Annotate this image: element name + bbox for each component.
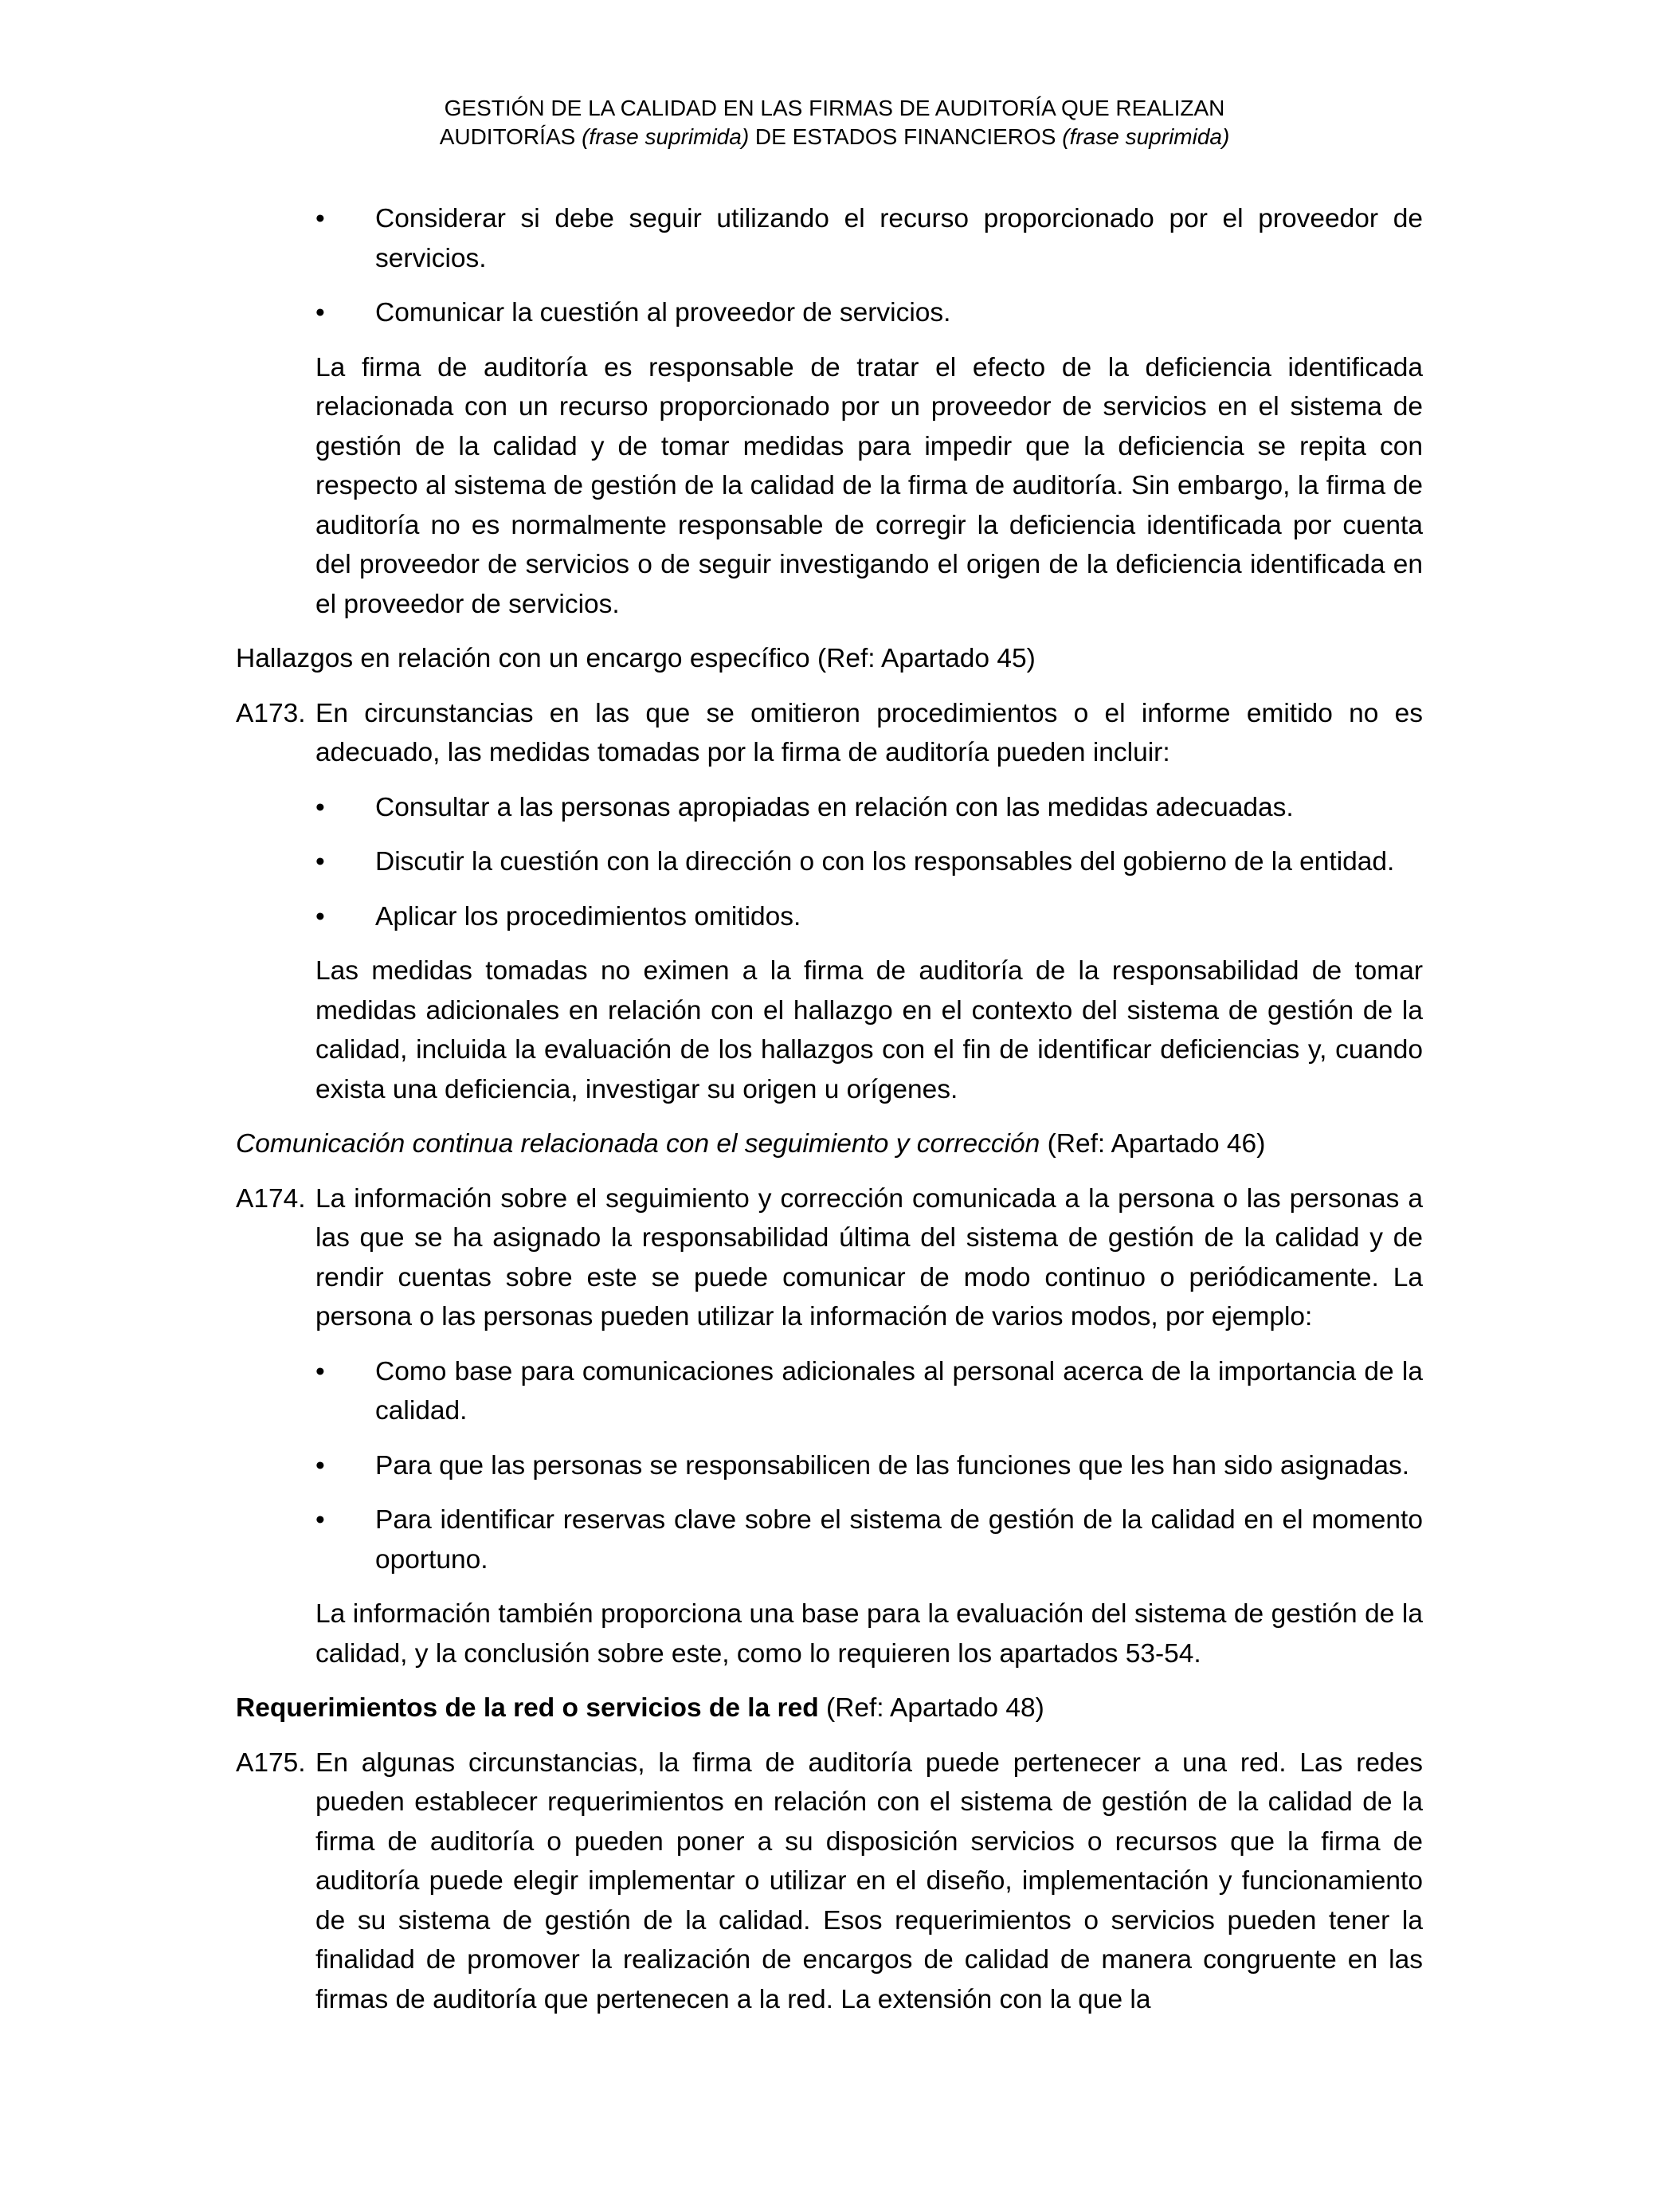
paragraph-number-a175: A175.: [236, 1747, 306, 1778]
section-heading-requerimientos-red-ref: (Ref: Apartado 48): [818, 1693, 1044, 1723]
section-heading-comunicacion: [236, 1124, 1423, 1164]
paragraph-a174: [236, 1179, 1423, 1337]
intro-paragraph: La firma de auditoría es responsable de tratar el efecto de la deficiencia identificada relacionada con un recurso proporcionado por un proveedor de servicios en el sistema de gestión de la calidad y de tomar medidas para impedir que la deficiencia se repita con respecto al sistema de gestión de la calidad de la firma de auditoría. Sin embargo, la firma de auditoría no es normalmente responsable de corregir la deficiencia identificada por cuenta del proveedor de servicios o de seguir investigando el origen de la deficiencia identificada en el proveedor de servicios.: [315, 352, 1423, 619]
intro-bullet-2-text: Comunicar la cuestión al proveedor de servicios.: [375, 298, 951, 327]
section-heading-requerimientos-red: [236, 1688, 1423, 1728]
paragraph-a174-text: La información sobre el seguimiento y corrección comunicada a la persona o las personas a las que se ha asignado la responsabilidad última del sistema de gestión de la calidad y de rendir cuentas sobre este se puede comunicar de modo continuo o periódicamente. La persona o las personas pueden utilizar la información de varios modos, por ejemplo:: [315, 1183, 1423, 1332]
a174-bullet-3-text: Para identificar reservas clave sobre el sistema de gestión de la calidad en el momento oportuno.: [375, 1505, 1423, 1575]
paragraph-number-a173: A173.: [236, 698, 306, 728]
intro-bullet-1: [236, 199, 1423, 278]
a173-closing-paragraph: Las medidas tomadas no eximen a la firma de auditoría de la responsabilidad de tomar medidas adicionales en relación con el hallazgo en el contexto del sistema de gestión de la calidad, incluida la evaluación de los hallazgos con el fin de identificar deficiencias y, cuando exista una deficiencia, investigar su origen u orígenes.: [315, 956, 1423, 1104]
header-line-2-note-1: (frase suprimida): [582, 124, 750, 149]
a174-bullet-2: [236, 1446, 1423, 1486]
paragraph-number-a174: A174.: [236, 1183, 306, 1214]
a174-bullet-2-text: Para que las personas se responsabilicen de las funciones que les han sido asignadas.: [375, 1450, 1410, 1481]
header-line-1: GESTIÓN DE LA CALIDAD EN LAS FIRMAS DE AUDITORÍA QUE REALIZAN: [444, 96, 1225, 120]
paragraph-a173: [236, 694, 1423, 773]
header-line-2-part-c: DE ESTADOS FINANCIEROS: [749, 124, 1063, 149]
intro-bullet-2: [236, 293, 1423, 333]
bullet-icon: •: [315, 901, 325, 931]
paragraph-a175: [236, 1743, 1423, 2020]
header-line-2: [0, 123, 1669, 151]
section-heading-hallazgos: Hallazgos en relación con un encargo específico (Ref: Apartado 45): [236, 644, 1036, 673]
a173-bullet-3: [236, 897, 1423, 937]
section-heading-requerimientos-red-title: Requerimientos de la red o servicios de la red: [236, 1693, 819, 1723]
bullet-icon: •: [315, 1356, 325, 1386]
section-heading-comunicacion-title: Comunicación continua relacionada con el seguimiento y corrección: [236, 1129, 1040, 1159]
paragraph-a173-text: En circunstancias en las que se omitieron procedimientos o el informe emitido no es adecuado, las medidas tomadas por la firma de auditoría pueden incluir:: [315, 698, 1423, 767]
a173-bullet-2-text: Discutir la cuestión con la dirección o con los responsables del gobierno de la entidad.: [375, 847, 1395, 877]
bullet-icon: •: [315, 298, 325, 327]
bullet-icon: •: [315, 847, 325, 877]
intro-bullet-1-text: Considerar si debe seguir utilizando el recurso proporcionado por el proveedor de servicios.: [375, 204, 1423, 273]
a174-bullet-3: [236, 1500, 1423, 1579]
bullet-icon: •: [315, 204, 325, 233]
a173-bullet-1-text: Consultar a las personas apropiadas en relación con las medidas adecuadas.: [375, 792, 1294, 822]
section-heading-comunicacion-ref: (Ref: Apartado 46): [1040, 1129, 1266, 1159]
bullet-icon: •: [315, 792, 325, 822]
a174-closing-paragraph: La información también proporciona una base para la evaluación del sistema de gestión de la calidad, y la conclusión sobre este, como lo requieren los apartados 53-54.: [315, 1599, 1423, 1669]
a173-bullet-1: [236, 788, 1423, 828]
paragraph-a175-text: En algunas circunstancias, la firma de auditoría puede pertenecer a una red. Las redes pueden establecer requerimientos en relación con el sistema de gestión de la calidad de la firma de auditoría o pueden poner a su disposición servicios o recursos que la firma de auditoría puede elegir implementar o utilizar en el diseño, implementación y funcionamiento de su sistema de gestión de la calidad. Esos requerimientos o servicios pueden tener la finalidad de promover la realización de encargos de calidad de manera congruente en las firmas de auditoría que pertenecen a la red. La extensión con la que la: [315, 1747, 1423, 2014]
a174-bullet-1-text: Como base para comunicaciones adicionales al personal acerca de la importancia de la calidad.: [375, 1356, 1423, 1426]
a174-bullet-1: [236, 1352, 1423, 1431]
bullet-icon: •: [315, 1450, 325, 1481]
header-line-2-note-2: (frase suprimida): [1062, 124, 1230, 149]
a173-bullet-3-text: Aplicar los procedimientos omitidos.: [375, 901, 801, 931]
bullet-icon: •: [315, 1505, 325, 1535]
header-line-2-part-a: AUDITORÍAS: [439, 124, 582, 149]
page-header: [0, 94, 1669, 151]
a173-bullet-2: [236, 842, 1423, 882]
document-body: [236, 199, 1423, 2019]
